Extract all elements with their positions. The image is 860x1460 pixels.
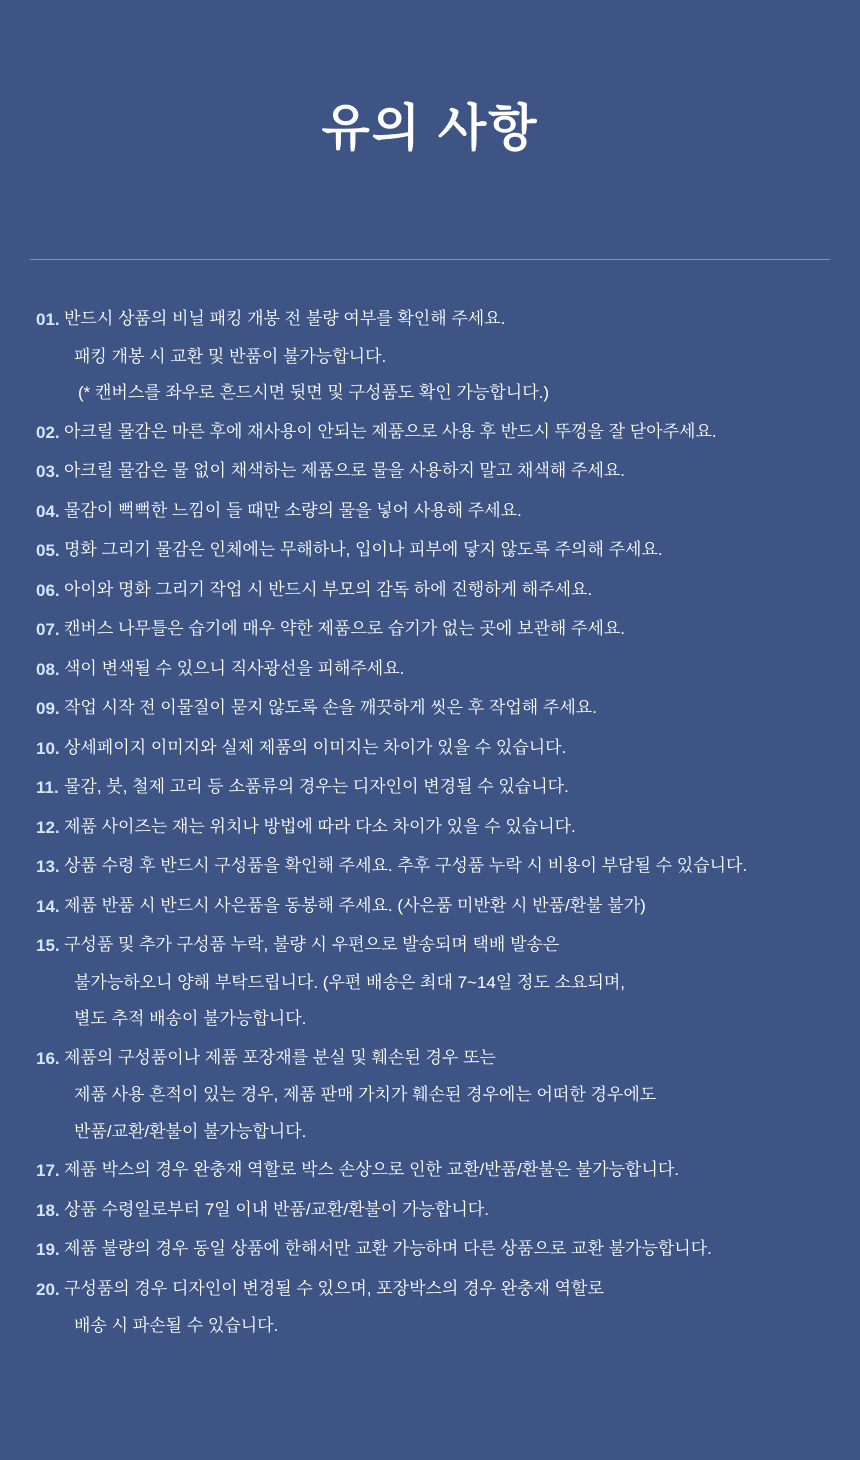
list-item bbox=[36, 735, 830, 762]
notice-row bbox=[36, 1197, 830, 1224]
notice-subtext: 배송 시 파손될 수 있습니다. bbox=[74, 1316, 279, 1335]
notice-text: 아크릴 물감은 마른 후에 재사용이 안되는 제품으로 사용 후 반드시 뚜껑을 잘 닫아주세요. bbox=[64, 421, 717, 441]
notice-subtext: 패킹 개봉 시 교환 및 반품이 불가능합니다. bbox=[74, 346, 387, 366]
page-title: 유의 사항 bbox=[321, 100, 539, 156]
header-divider bbox=[30, 259, 830, 260]
list-item bbox=[36, 537, 830, 564]
list-item bbox=[36, 419, 830, 446]
notice-text: 아이와 명화 그리기 작업 시 반드시 부모의 감독 하에 진행하게 해주세요. bbox=[64, 579, 593, 599]
list-item bbox=[36, 814, 830, 841]
notice-number: 03. bbox=[36, 462, 60, 481]
notice-row bbox=[36, 656, 830, 683]
notice-number: 01. bbox=[36, 310, 60, 329]
notice-subtext: 별도 추적 배송이 불가능합니다. bbox=[74, 1009, 307, 1028]
notice-text: 캔버스 나무틀은 습기에 매우 약한 제품으로 습기가 없는 곳에 보관해 주세요. bbox=[64, 619, 626, 638]
notice-number: 05. bbox=[36, 541, 60, 560]
list-item bbox=[36, 1197, 830, 1224]
list-item bbox=[36, 577, 830, 604]
notice-row bbox=[36, 1276, 830, 1303]
list-item bbox=[36, 656, 830, 683]
list-item bbox=[36, 932, 830, 1032]
notice-text: 구성품 및 추가 구성품 누락, 불량 시 우편으로 발송되며 택배 발송은 bbox=[64, 935, 560, 954]
notice-number: 07. bbox=[36, 620, 60, 639]
notice-row bbox=[36, 616, 830, 643]
notice-text: 상세페이지 이미지와 실제 제품의 이미지는 차이가 있을 수 있습니다. bbox=[64, 737, 567, 757]
list-item bbox=[36, 1045, 830, 1145]
notice-subtext: 제품 사용 흔적이 있는 경우, 제품 판매 가치가 훼손된 경우에는 어떠한 경우에도 bbox=[74, 1085, 657, 1104]
notice-number: 12. bbox=[36, 817, 60, 837]
notice-text: 아크릴 물감은 물 없이 채색하는 제품으로 물을 사용하지 말고 채색해 주세요. bbox=[64, 461, 626, 480]
notice-list bbox=[0, 306, 860, 1339]
notice-subtext: (* 캔버스를 좌우로 흔드시면 뒷면 및 구성품도 확인 가능합니다.) bbox=[78, 383, 549, 402]
notice-number: 16. bbox=[36, 1048, 60, 1068]
notice-subtext: 반품/교환/환불이 불가능합니다. bbox=[74, 1121, 307, 1141]
notice-row bbox=[36, 306, 830, 333]
notice-row bbox=[36, 932, 830, 959]
list-item bbox=[36, 458, 830, 485]
notice-number: 13. bbox=[36, 857, 60, 876]
notice-row bbox=[36, 814, 830, 841]
notice-number: 20. bbox=[36, 1279, 60, 1299]
notice-row bbox=[36, 735, 830, 762]
notice-text: 구성품의 경우 디자인이 변경될 수 있으며, 포장박스의 경우 완충재 역할로 bbox=[64, 1278, 604, 1298]
notice-row bbox=[36, 695, 830, 722]
list-item bbox=[36, 893, 830, 920]
notice-row bbox=[36, 419, 830, 446]
notice-text: 색이 변색될 수 있으니 직사광선을 피해주세요. bbox=[64, 658, 405, 678]
notice-row bbox=[36, 1157, 830, 1184]
list-item bbox=[36, 1157, 830, 1184]
list-item bbox=[36, 774, 830, 801]
notice-row bbox=[36, 537, 830, 564]
notice-number: 08. bbox=[36, 659, 60, 679]
notice-row bbox=[36, 853, 830, 880]
notice-number: 10. bbox=[36, 738, 60, 758]
notice-row bbox=[36, 774, 830, 801]
notice-text: 제품 사이즈는 재는 위치나 방법에 따라 다소 차이가 있을 수 있습니다. bbox=[64, 816, 576, 836]
notice-number: 18. bbox=[36, 1200, 60, 1220]
notice-text: 제품의 구성품이나 제품 포장재를 분실 및 훼손된 경우 또는 bbox=[64, 1047, 496, 1067]
notice-text: 작업 시작 전 이물질이 묻지 않도록 손을 깨끗하게 씻은 후 작업해 주세요. bbox=[64, 698, 597, 717]
list-item bbox=[36, 853, 830, 880]
notice-text: 상품 수령 후 반드시 구성품을 확인해 주세요. 추후 구성품 누락 시 비용이 부담될 수 있습니다. bbox=[64, 856, 748, 875]
list-item bbox=[36, 306, 830, 406]
notice-number: 15. bbox=[36, 936, 60, 955]
notice-subtext: 불가능하오니 양해 부탁드립니다. (우편 배송은 최대 7~14일 정도 소요되며, bbox=[74, 972, 625, 992]
notice-number: 17. bbox=[36, 1161, 60, 1180]
notice-number: 06. bbox=[36, 580, 60, 600]
notice-text: 제품 박스의 경우 완충재 역할로 박스 손상으로 인한 교환/반품/환불은 불가능합니다. bbox=[64, 1160, 680, 1179]
notice-text: 제품 반품 시 반드시 사은품을 동봉해 주세요. (사은품 미반환 시 반품/환불 불가) bbox=[64, 895, 646, 915]
notice-number: 04. bbox=[36, 501, 60, 521]
notice-number: 19. bbox=[36, 1240, 60, 1259]
notice-row bbox=[36, 458, 830, 485]
notice-text: 명화 그리기 물감은 인체에는 무해하나, 입이나 피부에 닿지 않도록 주의해 주세요. bbox=[64, 540, 663, 559]
notice-text: 상품 수령일로부터 7일 이내 반품/교환/환불이 가능합니다. bbox=[64, 1199, 489, 1219]
notice-row bbox=[36, 498, 830, 525]
notice-row bbox=[36, 893, 830, 920]
notice-text: 제품 불량의 경우 동일 상품에 한해서만 교환 가능하며 다른 상품으로 교환 불가능합니다. bbox=[64, 1239, 712, 1258]
list-item bbox=[36, 695, 830, 722]
notice-number: 09. bbox=[36, 699, 60, 718]
notice-number: 02. bbox=[36, 422, 60, 442]
list-item bbox=[36, 616, 830, 643]
notice-row bbox=[36, 577, 830, 604]
notice-row bbox=[36, 1236, 830, 1263]
list-item bbox=[36, 498, 830, 525]
notice-text: 반드시 상품의 비닐 패킹 개봉 전 불량 여부를 확인해 주세요. bbox=[64, 309, 506, 328]
notice-number: 11. bbox=[36, 778, 59, 797]
notice-row bbox=[36, 1045, 830, 1072]
notice-text: 물감, 붓, 철제 고리 등 소품류의 경우는 디자인이 변경될 수 있습니다. bbox=[64, 777, 569, 796]
list-item bbox=[36, 1236, 830, 1263]
notice-number: 14. bbox=[36, 896, 60, 916]
list-item bbox=[36, 1276, 830, 1339]
notice-text: 물감이 뻑뻑한 느낌이 들 때만 소량의 물을 넣어 사용해 주세요. bbox=[64, 500, 522, 520]
